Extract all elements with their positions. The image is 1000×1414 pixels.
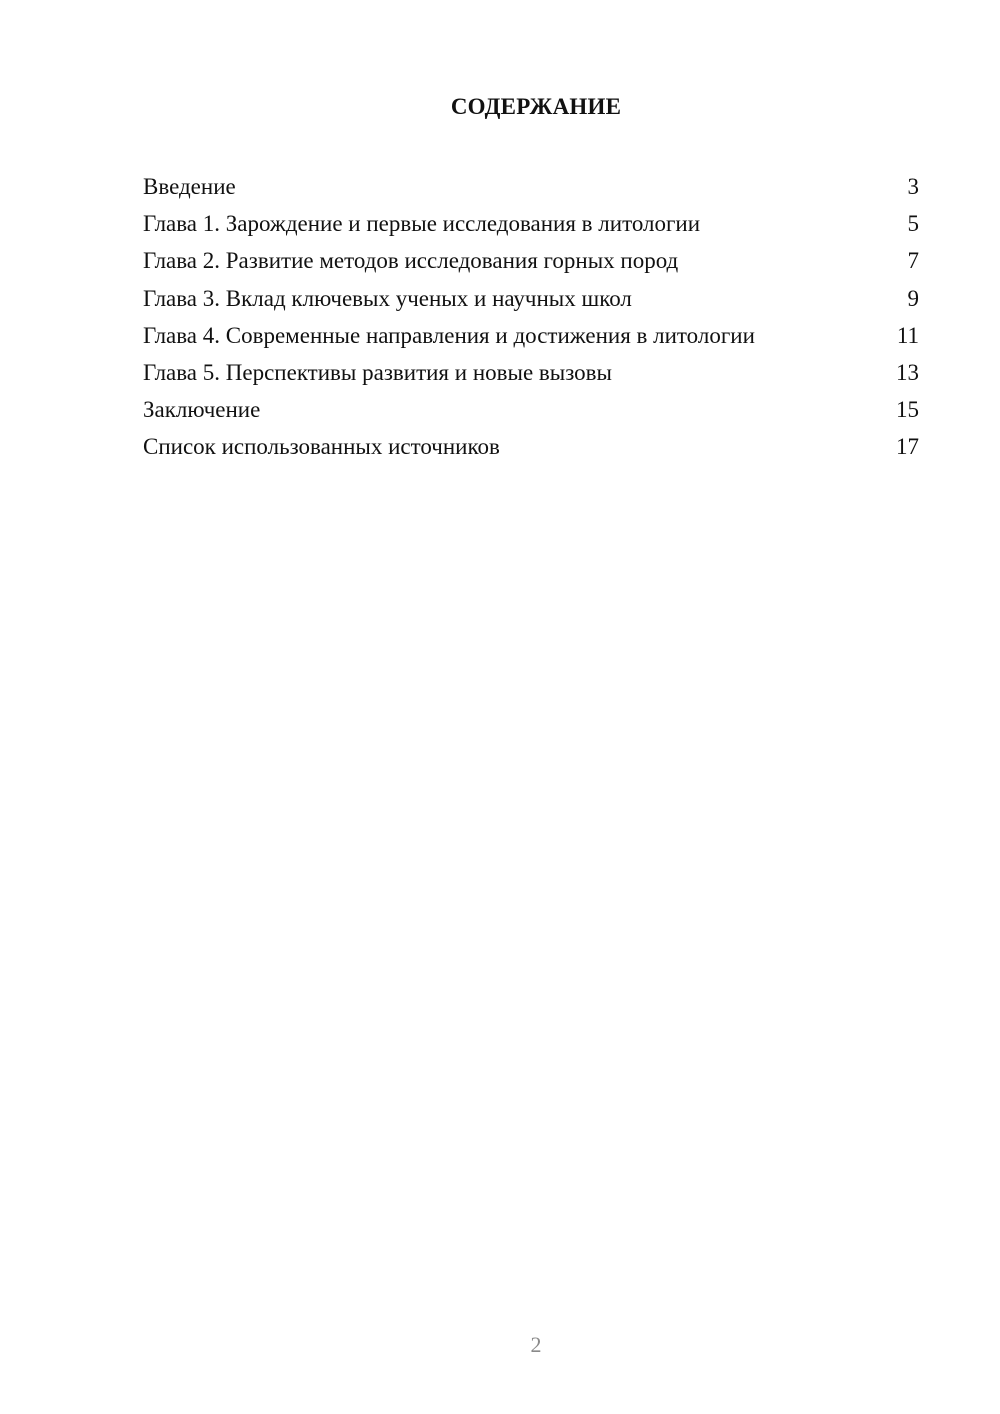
toc-entry — [143, 354, 919, 391]
toc-entry-title: Введение — [143, 174, 236, 199]
toc-entry — [143, 205, 919, 242]
toc-entry-page-number: 3 — [907, 174, 919, 199]
toc-entry-page-number: 9 — [907, 285, 919, 311]
toc-entry-page-number: 7 — [907, 248, 919, 274]
toc-entry-page-number: 15 — [896, 397, 919, 423]
page-number: 2 — [530, 1332, 542, 1357]
toc-entry — [143, 280, 919, 317]
toc-entry-title: Глава 3. Вклад ключевых ученых и научных школ — [143, 285, 632, 311]
toc-entry-title: Глава 2. Развитие методов исследования горных пород — [143, 248, 679, 274]
toc-entry-page-number: 13 — [896, 359, 919, 385]
toc-entry-title: Глава 1. Зарождение и первые исследования в литологии — [143, 211, 701, 237]
toc-entry-page-number: 11 — [896, 322, 919, 348]
toc-entry — [143, 391, 919, 428]
toc-entry-title: Глава 5. Перспективы развития и новые вызовы — [143, 359, 612, 385]
page-title: СОДЕРЖАНИЕ — [450, 94, 622, 119]
toc-entry — [143, 317, 919, 354]
toc-entry-page-number: 5 — [907, 211, 919, 237]
toc-entry — [143, 168, 919, 205]
toc-entry-title: Глава 4. Современные направления и достижения в литологии — [143, 322, 755, 348]
toc-entry — [143, 242, 919, 279]
table-of-contents — [143, 168, 919, 466]
toc-entry-title: Заключение — [143, 397, 261, 423]
toc-entry-page-number: 17 — [896, 434, 919, 460]
toc-entry — [143, 428, 919, 465]
toc-entry-title: Список использованных источников — [143, 434, 500, 460]
